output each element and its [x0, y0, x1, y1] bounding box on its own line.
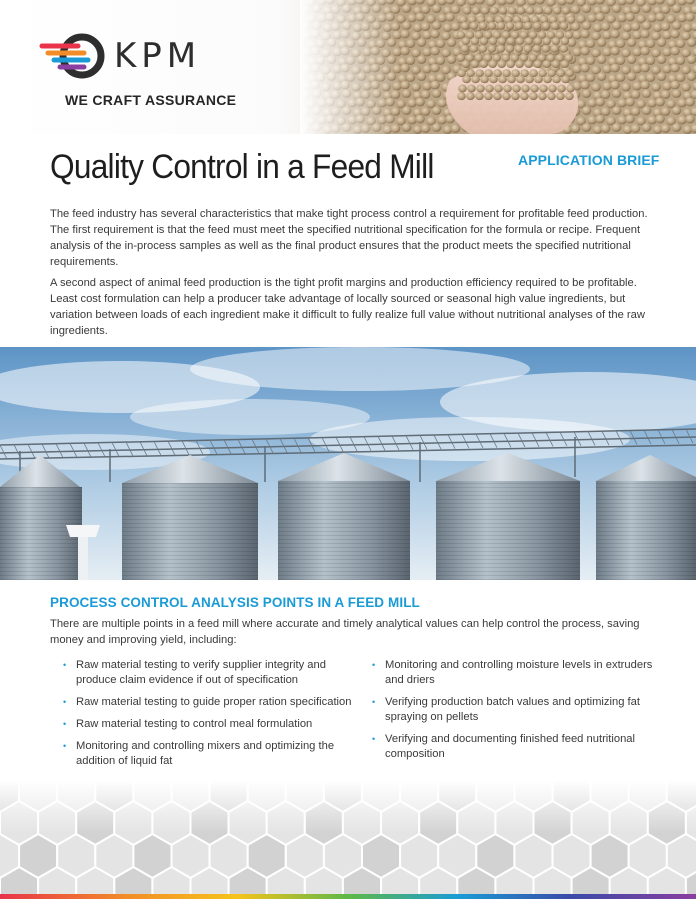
list-item-text: Verifying production batch values and optimizing fat spraying on pellets: [385, 696, 640, 723]
bullet-dot-icon: •: [372, 734, 376, 744]
list-item-text: Verifying and documenting finished feed nutritional composition: [385, 733, 636, 760]
bullet-dot-icon: •: [63, 660, 67, 670]
bullet-dot-icon: •: [63, 697, 67, 707]
list-item: [63, 695, 353, 710]
bullet-dot-icon: •: [372, 660, 376, 670]
list-item: [372, 732, 662, 762]
bullet-dot-icon: •: [63, 741, 67, 751]
list-item-text: Raw material testing to control meal formulation: [76, 718, 313, 730]
section-heading: PROCESS CONTROL ANALYSIS POINTS IN A FEED MILL: [50, 595, 420, 610]
rainbow-stripe: [0, 894, 696, 899]
doc-type-label: APPLICATION BRIEF: [518, 152, 660, 168]
header-banner: [0, 0, 696, 134]
list-item-text: Monitoring and controlling moisture levels in extruders and driers: [385, 659, 653, 686]
bullet-dot-icon: •: [63, 719, 67, 729]
list-item: [372, 658, 662, 688]
hexagon-pattern-image: [0, 780, 696, 899]
page-title: Quality Control in a Feed Mill: [50, 148, 434, 186]
intro-paragraph-1: The feed industry has several characteristics that make tight process control a requirement for profitable feed production. The first requirement is that the feed must meet the specified nutritional specification for the formula or recipe. Frequent analysis of the in-process samples as well as the final product ensures that the product meets the specified nutritional requirements.: [50, 208, 648, 268]
footer-decoration: [0, 780, 696, 899]
brand-tagline: WE CRAFT ASSURANCE: [65, 92, 237, 108]
bullet-dot-icon: •: [372, 697, 376, 707]
list-item: [63, 658, 353, 688]
section-intro: There are multiple points in a feed mill where accurate and timely analytical values can help control the process, saving money and improving yield, including:: [50, 618, 640, 646]
list-item-text: Raw material testing to verify supplier integrity and produce claim evidence if out of specification: [76, 659, 326, 686]
list-item: [63, 739, 353, 769]
intro-paragraph-2: A second aspect of animal feed production is the tight profit margins and production efficiency required to be profitable. Least cost formulation can help a producer take advantage of locally sourced or seasonal high value ingredients, but variation between loads of each ingredient make it difficult to fully realize full value without nutritional analyses of the raw ingredients.: [50, 277, 645, 337]
list-item: [63, 717, 353, 732]
kpm-logo[interactable]: [38, 26, 238, 86]
bullet-list-left: [63, 658, 353, 776]
feed-silos-image: [0, 347, 696, 580]
list-item-text: Raw material testing to guide proper ration specification: [76, 696, 352, 708]
list-item-text: Monitoring and controlling mixers and optimizing the addition of liquid fat: [76, 740, 335, 767]
kpm-logo-icon: [38, 26, 108, 86]
list-item: [372, 695, 662, 725]
bullet-list-right: [372, 658, 662, 769]
brand-name: KPM: [114, 36, 202, 76]
feed-pellets-image: [300, 0, 696, 134]
